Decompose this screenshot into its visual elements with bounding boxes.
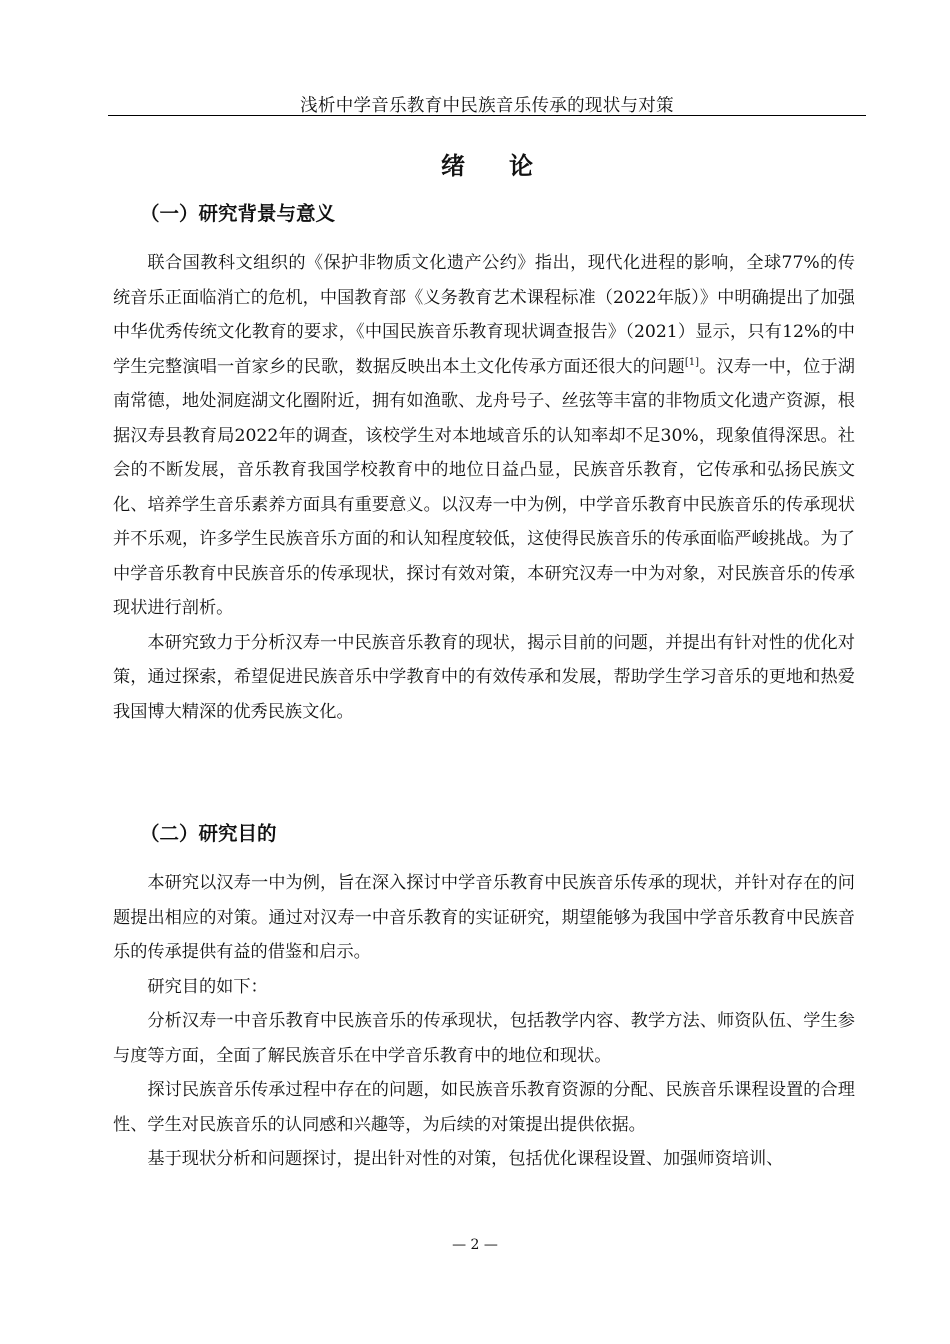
paragraph: 研究目的如下： bbox=[147, 976, 268, 997]
section-heading-purpose: （二）研究目的 bbox=[140, 822, 277, 845]
paragraph: 探讨民族音乐传承过程中存在的问题，如民族音乐教育资源的分配、民族音乐课程设置的合理性、学生对民族音乐的认同感和兴趣等，为后续的对策提出提供依据。 bbox=[113, 1080, 855, 1135]
page-number: — 2 — bbox=[452, 1237, 498, 1253]
paragraph-text: 联合国教科文组织的《保护非物质文化遗产公约》指出，现代化进程的影响，全球77%的传统音乐正面临消亡的危机，中国教育部《义务教育艺术课程标准（2022年版）》中明确提出了加强中华优秀传统文化教育的要求，《中国民族音乐教育现状调查报告》（2021）显示，只有12%的中学生完整演唱一首家乡的民歌，数据反映出本土文化传承方面还很大的问题 bbox=[113, 253, 855, 377]
running-header: 浅析中学音乐教育中民族音乐传承的现状与对策 bbox=[300, 96, 674, 116]
paragraph-text: 。汉寿一中，位于湖南常德，地处洞庭湖文化圈附近，拥有如渔歌、龙舟号子、丝弦等丰富的非物质文化遗产资源，根据汉寿县教育局2022年的调查，该校学生对本地域音乐的认知率却不足30%，现象值得深思。社会的不断发展，音乐教育我国学校教育中的地位日益凸显，民族音乐教育，它传承和弘扬民族文化、培养学生音乐素养方面具有重要意义。以汉寿一中为例，中学音乐教育中民族音乐的传承现状并不乐观，许多学生民族音乐方面的和认知程度较低，这使得民族音乐的传承面临严峻挑战。为了中学音乐教育中民族音乐的传承现状，探讨有效对策，本研究汉寿一中为对象，对民族音乐的传承现状进行剖析。 bbox=[113, 356, 855, 618]
section-body-purpose bbox=[113, 866, 855, 1177]
section-body-background bbox=[113, 246, 855, 729]
header-rule bbox=[108, 115, 866, 116]
chapter-title: 绪论 bbox=[441, 152, 577, 180]
section-heading-background: （一）研究背景与意义 bbox=[140, 202, 336, 225]
paragraph: 本研究致力于分析汉寿一中民族音乐教育的现状，揭示目前的问题，并提出有针对性的优化对策，通过探索，希望促进民族音乐中学教育中的有效传承和发展，帮助学生学习音乐的更地和热爱我国博大精深的优秀民族文化。 bbox=[113, 632, 855, 722]
paragraph: 分析汉寿一中音乐教育中民族音乐的传承现状，包括教学内容、教学方法、师资队伍、学生参与度等方面，全面了解民族音乐在中学音乐教育中的地位和现状。 bbox=[113, 1011, 855, 1066]
paragraph: 本研究以汉寿一中为例，旨在深入探讨中学音乐教育中民族音乐传承的现状，并针对存在的问题提出相应的对策。通过对汉寿一中音乐教育的实证研究，期望能够为我国中学音乐教育中民族音乐的传承提供有益的借鉴和启示。 bbox=[113, 873, 855, 962]
citation-marker: [1] bbox=[684, 356, 700, 368]
paragraph bbox=[113, 246, 855, 626]
paragraph: 基于现状分析和问题探讨，提出针对性的对策，包括优化课程设置、加强师资培训、 bbox=[147, 1149, 784, 1169]
